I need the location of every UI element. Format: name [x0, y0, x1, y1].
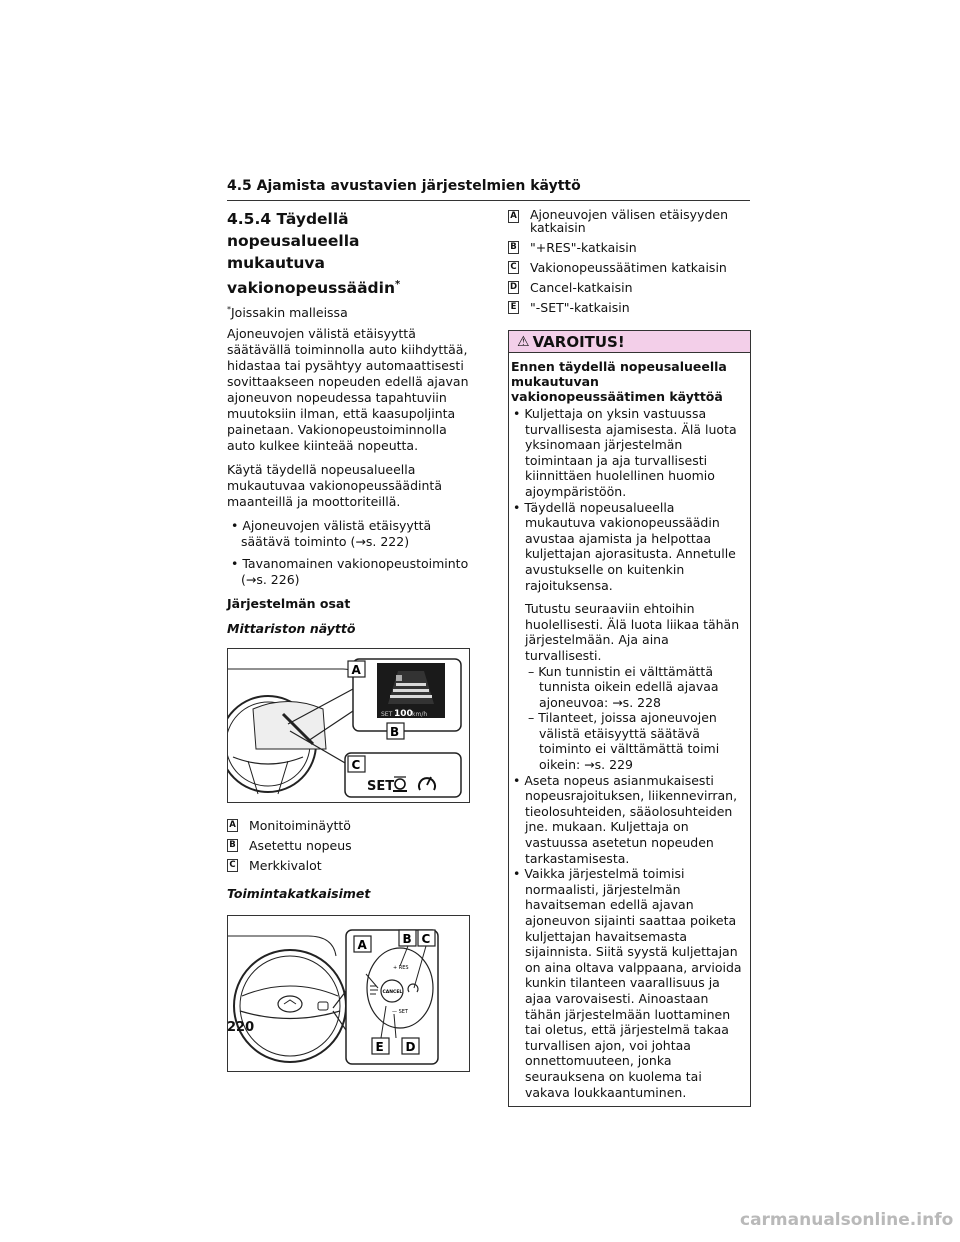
- label-text: Monitoiminäyttö: [249, 818, 351, 834]
- bullet-text: Täydellä nopeusalueella mukautuva vakionopeussäädin avustaa ajamista ja helpottaa kuljettajan ajorasitusta. Annetulle avustukselle on kuitenkin rajoituksensa.: [524, 499, 736, 593]
- switch-labels: [508, 208, 751, 314]
- label-text: Vakionopeussäätimen katkaisin: [530, 260, 727, 275]
- svg-text:A: A: [357, 938, 367, 953]
- label-letter: C: [227, 859, 238, 872]
- bullet-text: Kuljettaja on yksin vastuussa turvallisesta ajamisesta. Älä luota yksinomaan järjestelmän toimintaan ja aja turvallisesti kiinnittäen huolellinen huomio ajoympäristöön.: [524, 406, 737, 499]
- list-item: [227, 859, 472, 872]
- bullet-text: Tavanomainen vakionopeustoiminto (→s. 226): [241, 556, 469, 588]
- label-letter: B: [508, 241, 519, 254]
- watermark: carmanualsonline.info: [740, 1210, 954, 1230]
- label-letter: A: [508, 210, 519, 223]
- callout-b: [399, 930, 416, 946]
- svg-text:C: C: [351, 758, 361, 773]
- label-letter: C: [508, 261, 519, 274]
- warning-title: Ennen täydellä nopeusalueella mukautuvan vakionopeussäätimen käyttöä: [511, 359, 727, 404]
- meter-heading: Mittariston näyttö: [227, 621, 356, 637]
- list-item: • Ajoneuvojen välistä etäisyyttä säätävä toiminto (→s. 222): [231, 518, 432, 550]
- warning-bullet: • Aseta nopeus asianmukaisesti nopeusrajoituksen, liikennevirran, tieolosuhteiden, sääolosuhteiden jne. mukaan. Kuljettaja on vastuussa asetetun nopeuden tarkastamisesta.: [513, 772, 738, 866]
- callout-b: [387, 723, 404, 739]
- title-line2: mukautuva vakionopeussäädin: [227, 254, 395, 298]
- switches-heading: Toimintakatkaisimet: [227, 886, 371, 902]
- list-item: [227, 839, 472, 852]
- list-item: [508, 261, 751, 274]
- bullet-text: Vaikka järjestelmä toimisi normaalisti, järjestelmän havaitseman edellä ajavan ajoneuvon sijainti saattaa poiketa kuljettajan havaitsemasta sijainnista. Siitä syystä kuljettajan on aina oltava valppaana, arvioida kunkin tilanteen vaarallisuus ja ajaa varovaisesti. Ainoastaan tähän järjestelmään luottaminen tai oletus, että järjestelmä takaa turvallisen ajon, voi johtaa onnettomuuteen, jonka seurauksena on kuolema tai vakava loukkaantuminen.: [524, 866, 742, 1100]
- bullet-text: Ajoneuvojen välistä etäisyyttä säätävä toiminto (→s. 222): [241, 518, 432, 550]
- label-text: "-SET"-katkaisin: [530, 300, 630, 315]
- warning-label: VAROITUS!: [532, 332, 625, 351]
- warning-bullet: • Kuljettaja on yksin vastuussa turvallisesta ajamisesta. Älä luota yksinomaan järjestelmän toimintaan ja aja turvallisesti kiinnittäen huolellinen huomio ajoympäristöön.: [513, 406, 737, 499]
- svg-text:E: E: [375, 1040, 384, 1055]
- title-line1: 4.5.4 Täydellä nopeusalueella: [227, 210, 360, 250]
- set-label: SET: [381, 711, 393, 719]
- label-letter: B: [227, 839, 238, 852]
- warning-paragraph: Tutustu seuraaviin ehtoihin huolellisesti. Älä luota liikaa tähän järjestelmään. Aja aina turvallisesti.: [525, 601, 740, 663]
- svg-text:C: C: [421, 932, 431, 947]
- warning-bullet: • Vaikka järjestelmä toimisi normaalisti, järjestelmän havaitseman edellä ajavan ajoneuvon sijainti saattaa poiketa kuljettajan havaitsemasta sijainnista. Siitä syystä kuljettajan on aina oltava valppaana, arvioida kunkin tilanteen vaarallisuus ja ajaa varovaisesti. Ainoastaan tähän järjestelmään luottaminen tai oletus, että järjestelmä takaa turvallisen ajon, voi johtaa onnettomuuteen, jonka seurauksena on kuolema tai vakava loukkaantuminen.: [513, 866, 742, 1100]
- section-title: [227, 208, 472, 299]
- set-speed: 100: [394, 709, 413, 720]
- warning-icon: ⚠: [517, 333, 530, 350]
- set-switch: — SET: [392, 1009, 408, 1016]
- list-item: [508, 301, 751, 314]
- page-number: 220: [227, 1020, 255, 1035]
- label-letter: E: [508, 301, 519, 314]
- label-text: Merkkivalot: [249, 858, 322, 874]
- svg-text:D: D: [405, 1040, 416, 1055]
- left-column: [227, 208, 472, 1072]
- warning-box: [508, 330, 751, 1107]
- switches-illustration: [228, 916, 469, 1071]
- bullet-text: Aseta nopeus asianmukaisesti nopeusrajoituksen, liikennevirran, tieolosuhteiden, sääolosuhteiden jne. mukaan. Kuljettaja on vastuussa asetetun nopeuden tarkastamisesta.: [524, 772, 738, 866]
- list-item: • Tavanomainen vakionopeustoiminto (→s. 226): [231, 556, 469, 588]
- warning-header: [509, 331, 750, 353]
- section-header: 4.5 Ajamista avustavien järjestelmien käyttö: [227, 178, 750, 201]
- list-item: [508, 208, 751, 234]
- dash-text: Kun tunnistin ei välttämättä tunnista oikein edellä ajavaa ajoneuvoa: →s. 228: [538, 663, 719, 710]
- warning-body: [509, 353, 750, 1106]
- intro-paragraph: Ajoneuvojen välistä etäisyyttä säätävällä toiminnolla auto kiihdyttää, hidastaa tai pysähtyy automaattisesti sovittaakseen nopeuden edellä ajavan ajoneuvon nopeudessa tapahtuviin muutoksiin ilman, että kaasupoljinta painetaan. Vakionopeustoiminnolla auto kulkee kiinteää nopeutta.: [227, 326, 469, 454]
- label-letter: D: [509, 282, 518, 292]
- footnote-text: Joissakin malleissa: [231, 305, 348, 321]
- callout-c: [418, 930, 435, 946]
- switches-figure: [227, 915, 470, 1072]
- callout-e: [372, 1038, 389, 1054]
- title-mark: *: [394, 279, 401, 290]
- set-indicator: SET: [367, 779, 395, 795]
- label-text: Cancel-katkaisin: [530, 280, 633, 295]
- function-list: [227, 518, 472, 588]
- warning-dash-item: – Tilanteet, joissa ajoneuvojen välistä etäisyyttä säätävä toiminto ei välttämättä toimi oikein: →s. 229: [528, 710, 720, 773]
- svg-text:B: B: [402, 932, 412, 947]
- label-text: Ajoneuvojen välisen etäisyyden katkaisin: [530, 207, 728, 235]
- meter-figure: [227, 648, 470, 803]
- label-text: "+RES"-katkaisin: [530, 240, 637, 255]
- res-switch: + RES: [393, 965, 409, 972]
- meter-illustration: [228, 649, 469, 802]
- callout-a: [354, 936, 371, 952]
- footnote: [227, 305, 472, 320]
- cancel-switch: CANCEL: [382, 990, 403, 996]
- svg-text:A: A: [351, 663, 361, 678]
- callout-a: [348, 661, 365, 677]
- dash-text: Tilanteet, joissa ajoneuvojen välistä etäisyyttä säätävä toiminto ei välttämättä toimi oikein: →s. 229: [538, 710, 720, 773]
- list-item: [508, 281, 751, 294]
- speed-unit: km/h: [412, 711, 428, 719]
- right-column: [508, 208, 751, 1107]
- warning-dash-item: – Kun tunnistin ei välttämättä tunnista oikein edellä ajavaa ajoneuvoa: →s. 228: [528, 663, 719, 710]
- warning-bullet: • Täydellä nopeusalueella mukautuva vakionopeussäädin avustaa ajamista ja helpottaa kuljettajan ajorasitusta. Annetulle avustukselle on kuitenkin rajoituksensa.: [513, 499, 736, 593]
- callout-d: [402, 1038, 419, 1054]
- label-text: Asetettu nopeus: [249, 838, 352, 854]
- components-heading: Järjestelmän osat: [227, 596, 351, 612]
- list-item: [227, 819, 472, 832]
- svg-text:B: B: [390, 725, 400, 740]
- meter-labels: [227, 819, 472, 872]
- list-item: [508, 241, 751, 254]
- callout-c: [348, 756, 365, 772]
- usage-paragraph: Käytä täydellä nopeusalueella mukautuvaa vakionopeussäädintä maanteillä ja moottoriteillä.: [227, 462, 442, 510]
- label-letter: A: [227, 819, 238, 832]
- footnote-mark: *: [227, 305, 231, 315]
